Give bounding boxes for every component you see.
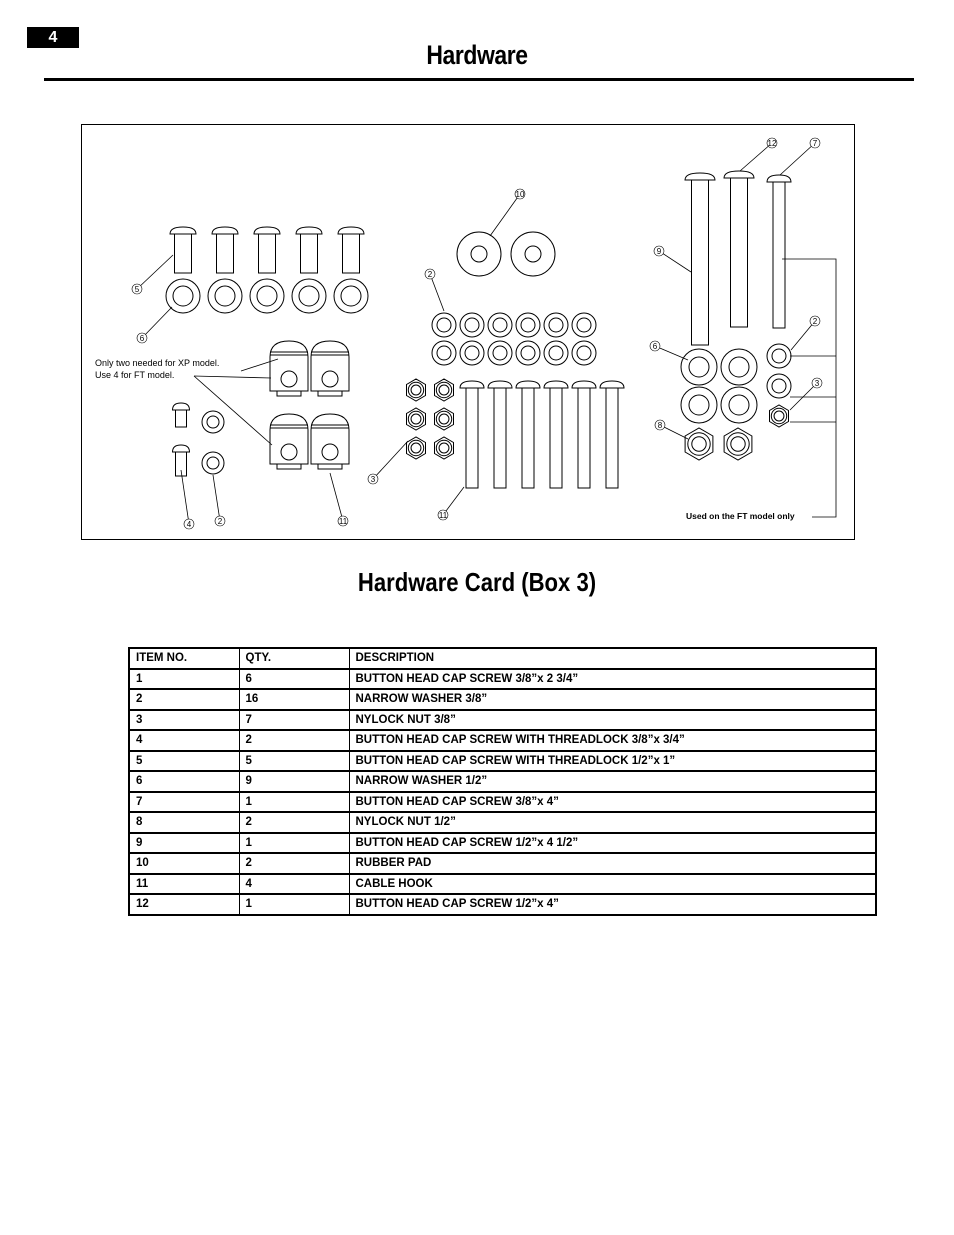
table-row [129,894,876,915]
washer-item-2 [544,313,568,337]
washer-item-6 [334,279,368,313]
leader-line [213,475,220,521]
cell-qty: 1 [239,894,349,915]
washer-item-6 [681,387,717,423]
leader-line [430,274,444,311]
svg-text:4: 4 [186,520,192,529]
nut-item-3 [770,405,789,427]
screw-item-1 [544,381,568,488]
washer-item-6 [208,279,242,313]
leader-line [181,470,189,524]
table-row [129,833,876,854]
cell-item-no: 5 [129,751,239,772]
cell-item-no: 8 [129,812,239,833]
svg-text:5: 5 [134,285,140,294]
hardware-table [128,647,877,916]
svg-text:11: 11 [338,517,348,526]
cell-description: BUTTON HEAD CAP SCREW 3/8”x 2 3/4” [349,669,876,690]
callout-number [515,189,525,199]
leader-line [780,143,815,175]
callout-number [137,333,147,343]
screw-item-1 [460,381,484,488]
callout-number [132,284,142,294]
screw-item-5 [212,227,238,273]
cell-description: BUTTON HEAD CAP SCREW 1/2”x 4 1/2” [349,833,876,854]
callout-number [425,269,435,279]
table-row [129,710,876,731]
cell-item-no: 4 [129,730,239,751]
screw-item-5 [296,227,322,273]
svg-text:12: 12 [767,139,777,148]
cell-description: NYLOCK NUT 1/2” [349,812,876,833]
callout-number [812,378,822,388]
page-title: Hardware [426,40,528,70]
cell-item-no: 3 [129,710,239,731]
cell-qty: 6 [239,669,349,690]
svg-text:11: 11 [438,511,448,520]
cell-qty: 1 [239,792,349,813]
screw-item-9 [685,173,715,345]
washer-item-6 [250,279,284,313]
leader-line [142,307,172,338]
svg-text:10: 10 [515,190,525,199]
nut-item-8 [724,428,752,460]
nut-item-8 [685,428,713,460]
hardware-diagram-svg [82,125,854,539]
cell-description: BUTTON HEAD CAP SCREW 1/2”x 4” [349,894,876,915]
rubber-pad [457,232,501,276]
washer-item-2 [202,452,224,474]
callout-number [810,316,820,326]
washer-item-2 [488,341,512,365]
leader-line [194,376,272,445]
washer-item-2 [516,341,540,365]
washer-item-2 [516,313,540,337]
callout-number [338,516,348,526]
cell-description: NARROW WASHER 1/2” [349,771,876,792]
table-row [129,669,876,690]
note-xp-line2: Use 4 for FT model. [95,370,175,380]
cell-qty: 2 [239,853,349,874]
leader-line [330,473,343,521]
rubber-pad [511,232,555,276]
callout-number [655,420,665,430]
cable-hook [311,341,349,396]
cell-description: RUBBER PAD [349,853,876,874]
leader-line [791,321,815,350]
callout-number [368,474,378,484]
screw-item-5 [170,227,196,273]
washer-item-2 [202,411,224,433]
svg-text:2: 2 [217,517,223,526]
table-header-row [129,648,876,669]
cell-description: CABLE HOOK [349,874,876,895]
card-title: Hardware Card (Box 3) [357,567,597,597]
cell-description: BUTTON HEAD CAP SCREW WITH THREADLOCK 3/8”x 3/4” [349,730,876,751]
washer-item-2 [460,313,484,337]
screw-item-4 [173,403,190,427]
washer-item-2 [544,341,568,365]
leader-line [137,255,173,289]
cell-qty: 7 [239,710,349,731]
cell-qty: 2 [239,812,349,833]
cell-item-no: 9 [129,833,239,854]
svg-text:3: 3 [370,475,376,484]
cable-hook [270,341,308,396]
cable-hook [270,414,308,469]
table-row [129,812,876,833]
cell-item-no: 7 [129,792,239,813]
screw-item-5 [338,227,364,273]
header-item-no: ITEM NO. [129,648,239,669]
leader-line [241,359,278,371]
leader-line [655,346,688,360]
cell-qty: 4 [239,874,349,895]
svg-text:3: 3 [814,379,820,388]
cell-item-no: 2 [129,689,239,710]
cell-item-no: 12 [129,894,239,915]
cell-qty: 16 [239,689,349,710]
cell-item-no: 10 [129,853,239,874]
nut-item-3 [435,379,454,401]
svg-text:9: 9 [656,247,662,256]
leader-line [490,194,520,236]
washer-item-2 [572,341,596,365]
table-row [129,771,876,792]
washer-item-6 [721,387,757,423]
nut-item-3 [435,408,454,430]
header-qty: QTY. [239,648,349,669]
cell-description: BUTTON HEAD CAP SCREW 3/8”x 4” [349,792,876,813]
screw-item-1 [516,381,540,488]
header-description: DESCRIPTION [349,648,876,669]
washer-item-2 [460,341,484,365]
callout-number [184,519,194,529]
page-number: 4 [27,27,79,48]
title-rule [44,78,914,81]
cell-item-no: 1 [129,669,239,690]
cell-description: BUTTON HEAD CAP SCREW WITH THREADLOCK 1/2”x 1” [349,751,876,772]
cell-qty: 1 [239,833,349,854]
nut-item-3 [407,379,426,401]
screw-item-12 [724,171,754,327]
cell-qty: 2 [239,730,349,751]
table-row [129,853,876,874]
washer-item-2 [488,313,512,337]
nut-item-3 [407,437,426,459]
washer-item-2 [767,344,791,368]
leader-line [782,259,836,517]
leader-line [373,441,408,479]
callout-number [650,341,660,351]
table-row [129,874,876,895]
screw-item-7 [767,175,791,328]
hardware-diagram [81,124,855,540]
leader-line [194,376,271,378]
cell-qty: 5 [239,751,349,772]
washer-item-6 [721,349,757,385]
cell-description: NYLOCK NUT 3/8” [349,710,876,731]
screw-item-5 [254,227,280,273]
cell-item-no: 11 [129,874,239,895]
table-row [129,751,876,772]
cable-hook [311,414,349,469]
washer-item-2 [767,374,791,398]
cell-qty: 9 [239,771,349,792]
callout-number [654,246,664,256]
callout-number [767,138,777,148]
callout-number [810,138,820,148]
leader-line [659,251,691,272]
note-ft: Used on the FT model only [686,511,795,521]
cell-description: NARROW WASHER 3/8” [349,689,876,710]
callout-number [438,510,448,520]
svg-text:2: 2 [427,270,433,279]
svg-text:8: 8 [657,421,663,430]
washer-item-2 [572,313,596,337]
screw-item-1 [600,381,624,488]
table-row [129,730,876,751]
washer-item-6 [292,279,326,313]
svg-text:2: 2 [812,317,818,326]
screw-item-1 [572,381,596,488]
svg-text:6: 6 [652,342,658,351]
cell-item-no: 6 [129,771,239,792]
table-row [129,792,876,813]
washer-item-6 [681,349,717,385]
note-xp-line1: Only two needed for XP model. [95,358,220,368]
washer-item-2 [432,341,456,365]
svg-text:7: 7 [812,139,818,148]
screw-item-1 [488,381,512,488]
nut-item-3 [407,408,426,430]
callout-number [215,516,225,526]
table-row [129,689,876,710]
leader-line [790,383,817,410]
svg-text:6: 6 [139,334,145,343]
washer-item-2 [432,313,456,337]
nut-item-3 [435,437,454,459]
